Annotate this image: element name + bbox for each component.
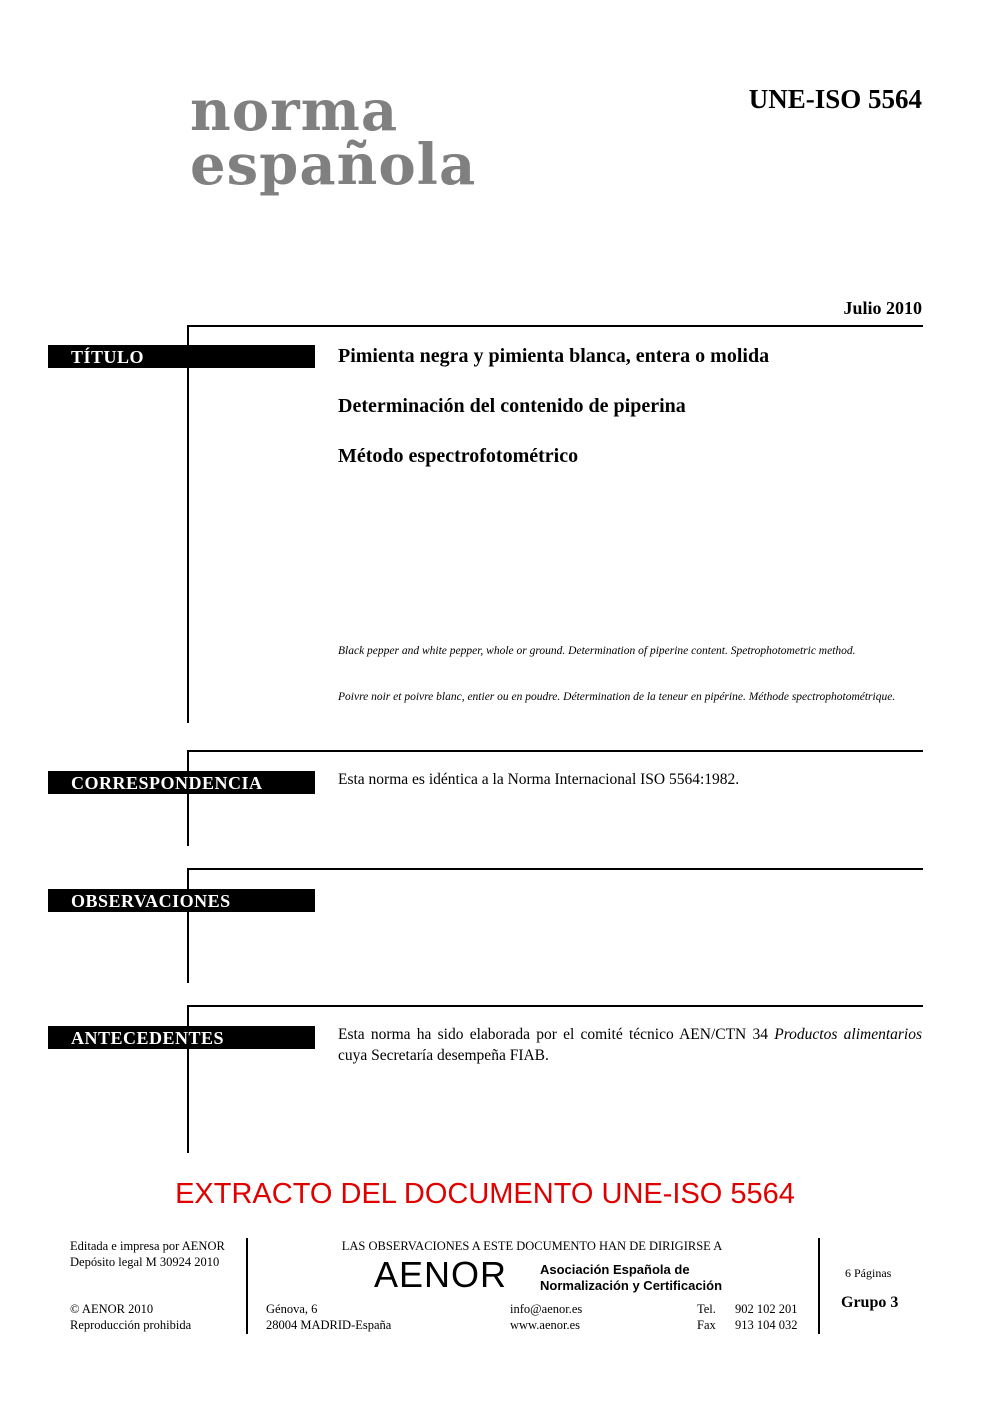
title-line-1: Pimienta negra y pimienta blanca, entera o molida [338,345,770,367]
title-line-2: Determinación del contenido de piperina [338,395,686,417]
footer-edition [70,1238,225,1270]
aenor-logo: AENOR [374,1254,508,1295]
footer-copyright: © AENOR 2010 [70,1302,154,1316]
brand-line-2: española [190,132,477,198]
footer-observations-header: LAS OBSERVACIONES A ESTE DOCUMENTO HAN DE DIRIGIRSE A [341,1239,723,1253]
section-divider-antecedentes [188,1005,923,1007]
section-divider-observaciones [188,868,923,870]
footer-pages: 6 Páginas [845,1266,892,1280]
antecedentes-text [338,1024,922,1066]
footer-web: www.aenor.es [510,1318,581,1332]
footer-address-2: 28004 MADRID-España [266,1318,392,1332]
section-rule-titulo [187,325,189,723]
label-observaciones: OBSERVACIONES [48,889,315,912]
title-french: Poivre noir et poivre blanc, entier ou en poudre. Détermination de la teneur en pipérine. Méthode spectrophotométrique. [338,691,896,703]
footer-phone-labels [697,1301,716,1333]
label-titulo: TÍTULO [48,345,315,368]
footer-email: info@aenor.es [510,1302,583,1316]
correspondencia-text: Esta norma es idéntica a la Norma Internacional ISO 5564:1982. [338,771,740,788]
section-divider-correspondencia [188,750,923,752]
footer-address-1: Génova, 6 [266,1302,318,1316]
label-antecedentes: ANTECEDENTES [48,1026,315,1049]
footer-tel: 902 102 201 [735,1302,798,1316]
brand-line-1: norma [190,78,399,144]
section-rule-observaciones [187,868,189,983]
footer-group: Grupo 3 [841,1294,899,1311]
section-rule-correspondencia [187,750,189,846]
standard-code: UNE-ISO 5564 [748,84,922,114]
title-english: Black pepper and white pepper, whole or ground. Determination of piperine content. Spetrophotometric method. [338,645,856,657]
antecedentes-text-a: Esta norma ha sido elaborada por el comité técnico AEN/CTN 34 [338,1026,775,1043]
title-line-3: Método espectrofotométrico [338,445,579,467]
footer-contact [510,1301,582,1333]
aenor-sub-line-2: Normalización y Certificación [540,1278,723,1293]
aenor-sub-line-1: Asociación Española de [540,1262,690,1277]
footer-phone-numbers [735,1301,798,1333]
footer-reproduction: Reproducción prohibida [70,1318,192,1332]
aenor-logo-subtitle [540,1262,722,1294]
footer-rights [70,1301,191,1333]
footer-address [266,1301,391,1333]
brand-title [190,78,477,198]
footer-separator-right [818,1238,820,1334]
footer-tel-label: Tel. [697,1302,716,1316]
section-divider-titulo [188,325,923,327]
footer-deposit: Depósito legal M 30924 2010 [70,1255,220,1269]
antecedentes-text-b: cuya Secretaría desempeña FIAB. [338,1047,549,1064]
footer-fax-label: Fax [697,1318,716,1332]
footer-fax: 913 104 032 [735,1318,798,1332]
label-correspondencia: CORRESPONDENCIA [48,771,315,794]
publication-date: Julio 2010 [843,298,922,318]
extract-notice: EXTRACTO DEL DOCUMENTO UNE-ISO 5564 [175,1178,795,1210]
footer-edited: Editada e impresa por AENOR [70,1239,225,1253]
antecedentes-committee: Productos alimentarios [774,1026,922,1043]
